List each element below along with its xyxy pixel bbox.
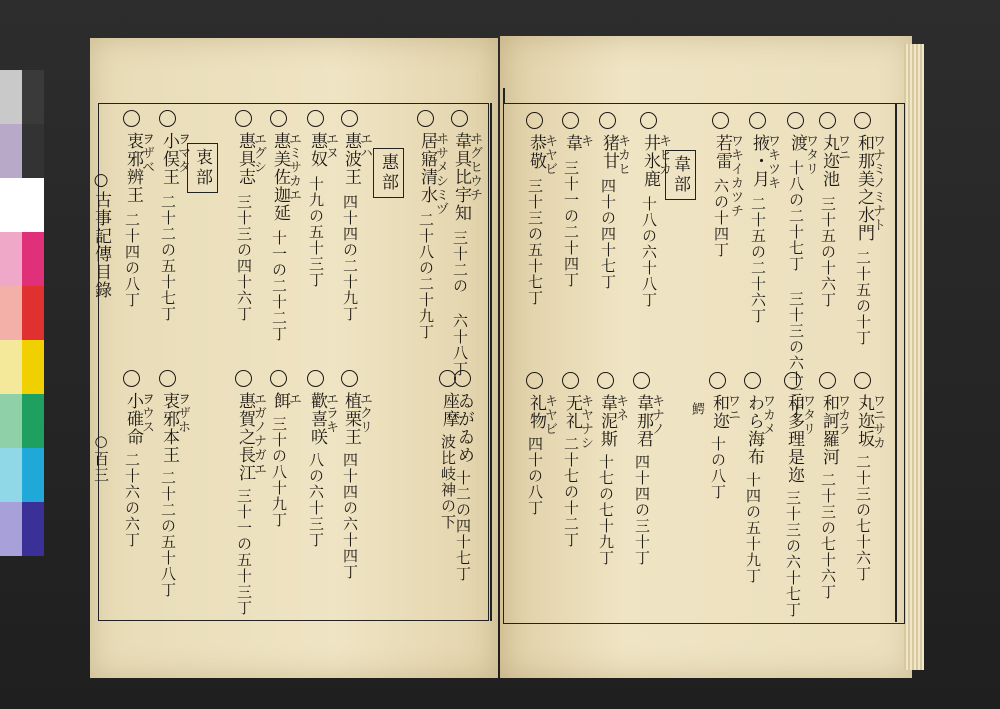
entry-ruby: エラキ <box>323 392 338 434</box>
entry-name: 植栗王 <box>341 392 361 446</box>
entry-bullet <box>235 370 252 387</box>
entry-location: 三十二の 六十八丁 <box>451 230 469 377</box>
entry-ruby: ヰグヒウチ <box>467 132 482 202</box>
entry-ruby: エヌ <box>323 132 338 160</box>
entry-ruby: ワニサカ <box>870 394 885 450</box>
page-number: ○百三 <box>92 432 110 483</box>
entry-name: 惠賀之長江 <box>235 392 255 482</box>
entry-ruby: ワキツキ <box>765 134 780 190</box>
entry-name: 和迩 <box>709 394 729 430</box>
entry-location: 八の六十三丁 <box>307 452 325 548</box>
entry-ruby: キネ <box>613 394 628 422</box>
entry-location: 十八の六十八丁 <box>640 196 658 308</box>
entry-ruby: キナノ <box>649 394 664 436</box>
entry-ruby: ワカラ <box>835 394 850 436</box>
entry-name: 惠奴 <box>307 132 327 168</box>
entry-name: 歡喜咲 <box>307 392 327 446</box>
entry-location: 三十一の二十四丁 <box>562 160 580 288</box>
entry-ruby: エ <box>286 392 301 406</box>
entry-location: 四十四の六十四丁 <box>341 452 359 580</box>
entry-ruby: エガノナガエ <box>251 392 266 476</box>
entry-location: 二十六の六丁 <box>123 452 141 548</box>
entry-name: 衷邪辨王 <box>123 132 143 204</box>
entry-location: 二十七の十二丁 <box>562 436 580 548</box>
entry-location: 十一の二十二丁 <box>270 230 288 342</box>
entry-name: 居寤清水 <box>417 132 437 204</box>
entry-location: 十四の五十九丁 <box>744 472 762 584</box>
entry-bullet <box>633 372 650 389</box>
color-swatch <box>0 178 44 232</box>
entry-bullet <box>454 370 471 387</box>
entry-location: 十の八丁 <box>709 436 727 500</box>
entry-ruby: キヤビ <box>542 394 557 436</box>
entry-name: 惠具志 <box>235 132 255 186</box>
entry-name: 韋 <box>562 134 582 152</box>
entry-name: 和多理是迩 <box>784 394 804 484</box>
entry-ruby: キヤビ <box>542 134 557 176</box>
entry-bullet <box>854 112 871 129</box>
section-header-e: 惠部 <box>373 148 404 198</box>
entry-bullet <box>159 110 176 127</box>
entry-name: ゐがゐめ <box>454 392 474 464</box>
entry-ruby: エクリ <box>357 392 372 434</box>
entry-location: 波比岐神の下 <box>439 434 457 530</box>
color-swatch <box>0 232 44 286</box>
entry-bullet <box>270 110 287 127</box>
entry-location: 四十の四十七丁 <box>599 178 617 290</box>
entry-bullet <box>819 112 836 129</box>
entry-bullet <box>819 372 836 389</box>
color-swatch <box>0 394 44 448</box>
entry-ruby: ヲウス <box>139 392 154 434</box>
entry-bullet <box>235 110 252 127</box>
entry-bullet <box>562 372 579 389</box>
entry-bullet <box>784 372 801 389</box>
entry-bullet <box>123 370 140 387</box>
entry-ruby: エグシ <box>251 132 266 174</box>
entry-location: 二十五の二十六丁 <box>749 196 767 324</box>
entry-ruby: キ <box>578 134 593 148</box>
entry-bullet <box>341 370 358 387</box>
entry-name: 和訶羅河 <box>819 394 839 466</box>
entry-location: 十七の七十九丁 <box>597 454 615 566</box>
entry-ruby: ヰサメシミヅ <box>433 132 448 216</box>
entry-bullet <box>341 110 358 127</box>
entry-ruby: ワキイカツチ <box>728 134 743 218</box>
entry-location: 四十四の二十九丁 <box>341 194 359 322</box>
entry-note: 鰐 <box>689 402 704 416</box>
entry-name: 丸迩池 <box>819 134 839 188</box>
entry-ruby: エミサカエ <box>286 132 301 202</box>
page-edges <box>904 44 924 670</box>
entry-bullet <box>307 110 324 127</box>
entry-bullet <box>749 112 766 129</box>
entry-location: 二十三の七十六丁 <box>854 454 872 582</box>
entry-bullet <box>451 110 468 127</box>
entry-location: 十二の四十七丁 <box>454 470 472 582</box>
entry-ruby: キヤナシ <box>578 394 593 450</box>
entry-bullet <box>562 112 579 129</box>
color-swatch <box>0 286 44 340</box>
spine-label: ○古事記傳目錄 <box>91 170 111 299</box>
entry-name: 惠波王 <box>341 132 361 186</box>
entry-location: 三十三の五十七丁 <box>526 178 544 306</box>
entry-ruby: ワナミノミナト <box>870 134 885 232</box>
entry-name: 小碓命 <box>123 392 143 446</box>
entry-location: 二十八の二十九丁 <box>417 212 435 340</box>
entry-name: わら海布 <box>744 394 764 466</box>
entry-bullet <box>709 372 726 389</box>
color-calibration-strip <box>0 70 44 554</box>
right-frame-tab <box>503 88 505 104</box>
entry-name: 礼物 <box>526 394 546 430</box>
entry-bullet <box>787 112 804 129</box>
entry-location: 二十二の五十七丁 <box>159 194 177 322</box>
entry-bullet <box>526 112 543 129</box>
color-swatch <box>0 124 44 178</box>
entry-bullet <box>270 370 287 387</box>
entry-bullet <box>744 372 761 389</box>
entry-name: 恭敬 <box>526 134 546 170</box>
entry-location: 三十三の六十七丁 <box>784 490 802 618</box>
entry-location: 四十四の三十丁 <box>633 454 651 566</box>
entry-ruby: ワニ <box>725 394 740 422</box>
entry-location: 三十一の五十三丁 <box>235 488 253 616</box>
entry-name: 井氷鹿 <box>640 134 660 188</box>
entry-location: 二十四の八丁 <box>123 212 141 308</box>
entry-location: 三十五の十六丁 <box>819 196 837 308</box>
section-header-ha: 韋部 <box>665 150 696 200</box>
entry-ruby: エハ <box>357 132 372 160</box>
entry-bullet <box>854 372 871 389</box>
entry-name: 韋具比宇知 <box>451 132 471 222</box>
color-swatch <box>0 502 44 556</box>
entry-ruby: キヒカ <box>656 134 671 176</box>
entry-name: 猪甘 <box>599 134 619 170</box>
entry-bullet <box>123 110 140 127</box>
entry-bullet <box>640 112 657 129</box>
color-swatch <box>0 448 44 502</box>
entry-ruby: ヲザホ <box>175 392 190 434</box>
entry-bullet <box>159 370 176 387</box>
entry-name: 和那美之水門 <box>854 134 874 242</box>
entry-name: 韋那君 <box>633 394 653 448</box>
entry-ruby: ワカメ <box>760 394 775 436</box>
entry-name: 若雷 <box>712 134 732 170</box>
entry-location: 三十三の四十六丁 <box>235 194 253 322</box>
entry-bullet <box>597 372 614 389</box>
right-frame-outer-rule <box>895 103 897 622</box>
entry-location: 四十の八丁 <box>526 436 544 516</box>
entry-location: 二十五の十丁 <box>854 250 872 346</box>
entry-ruby: キカヒ <box>615 134 630 176</box>
entry-name: 餌 <box>270 392 290 410</box>
entry-name: 惠美佐迦延 <box>270 132 290 222</box>
entry-location: 十八の二十七丁 三十三の六十三丁 <box>787 160 805 419</box>
entry-location: 十九の五十三丁 <box>307 176 325 288</box>
entry-location: 三十の八十九丁 <box>270 416 288 528</box>
entry-ruby: ワニ <box>835 134 850 162</box>
entry-bullet <box>599 112 616 129</box>
color-swatch <box>0 340 44 394</box>
entry-name: 小俣王 <box>159 132 179 186</box>
entry-location: 二十二の五十八丁 <box>159 470 177 598</box>
entry-ruby: ヲザベ <box>139 132 154 174</box>
entry-location: 二十三の七十六丁 <box>819 472 837 600</box>
entry-bullet <box>712 112 729 129</box>
entry-bullet <box>307 370 324 387</box>
entry-name: 掖・月 <box>749 134 769 188</box>
entry-name: 无礼 <box>562 394 582 430</box>
entry-ruby: ヲマタ <box>175 132 190 174</box>
entry-location: 六の十四丁 <box>712 178 730 258</box>
entry-ruby: ワタリ <box>803 134 818 176</box>
entry-bullet <box>439 370 456 387</box>
entry-ruby: ワタリ <box>800 394 815 436</box>
entry-name: 丸迩坂 <box>854 394 874 448</box>
section-header-we: 衷部 <box>187 143 218 193</box>
left-frame-outer-rule <box>490 103 492 621</box>
entry-name: 韋泥斯 <box>597 394 617 448</box>
entry-bullet <box>526 372 543 389</box>
color-swatch <box>0 70 44 124</box>
entry-name: 座摩 <box>439 392 459 428</box>
entry-name: 衷邪本王 <box>159 392 179 464</box>
entry-name: 渡 <box>787 134 807 152</box>
entry-bullet <box>417 110 434 127</box>
